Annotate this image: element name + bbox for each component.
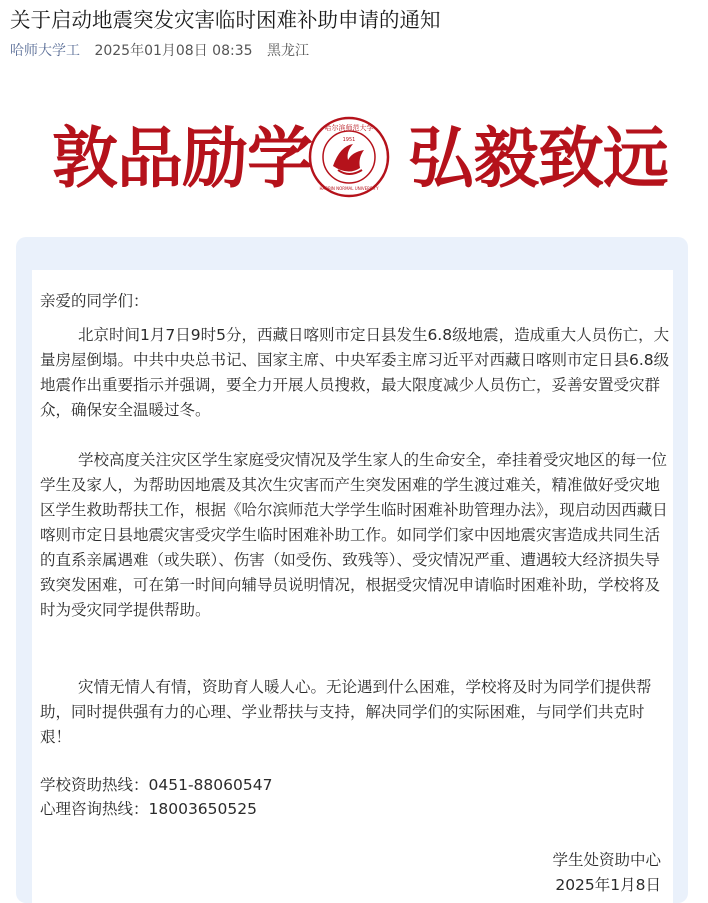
article-meta	[10, 42, 319, 60]
motto-left: 敦品励学	[52, 119, 312, 197]
article-datetime: 2025年01月08日 08:35	[94, 43, 253, 59]
notice-date: 2025年1月8日	[555, 876, 661, 894]
notice-signature: 学生处资助中心	[552, 851, 661, 869]
notice-paragraph-3: 灾情无情人有情，资助育人暖人心。无论遇到什么困难，学校将及时为同学们提供帮助，同时提供强有力的心理、学业帮扶与支持，解决同学们的实际困难，与同学们共克时艰！	[40, 678, 652, 746]
motto-right: 弘毅致远	[408, 119, 668, 197]
seal-text-top: 哈尔滨师范大学	[324, 124, 374, 132]
seal-year: 1951	[342, 137, 356, 143]
notice-paragraph-2: 学校高度关注灾区学生家庭受灾情况及学生家人的生命安全，牵挂着受灾地区的每一位学生及家人，为帮助因地震及其次生灾害而产生突发困难的学生渡过难关，精准做好受灾地区学生救助帮扶工作，根据《哈尔滨师范大学学生临时困难补助管理办法》，现启动因西藏日喀则市定日县地震灾害受灾学生临时困难补助工作。如同学们家中因地震灾害造成共同生活的直系亲属遇难（或失联）、伤害（如受伤、致残等）、受灾情况严重、遭遇较大经济损失导致突发困难，可在第一时间向辅导员说明情况，根据受灾情况申请临时困难补助，学校将及时为受灾同学提供帮助。	[40, 451, 668, 619]
motto-banner	[0, 112, 708, 204]
article-location: 黑龙江	[266, 43, 309, 59]
article-source-link[interactable]: 哈师大学工	[10, 43, 80, 59]
psych-hotline: 心理咨询热线：18003650525	[40, 800, 257, 818]
notice-paragraph-1: 北京时间1月7日9时5分，西藏日喀则市定日县发生6.8级地震，造成重大人员伤亡，大量房屋倒塌。中共中央总书记、国家主席、中央军委主席习近平对西藏日喀则市定日县6.8级地震作出重要指示并强调，要全力开展人员搜救，最大限度减少人员伤亡，妥善安置受灾群众，确保安全温暖过冬。	[40, 326, 670, 419]
article-title: 关于启动地震突发灾害临时困难补助申请的通知	[10, 8, 441, 32]
university-seal-icon	[308, 116, 390, 198]
seal-text-bottom: HARBIN NORMAL UNIVERSITY	[319, 186, 379, 191]
notice-greeting: 亲爱的同学们：	[40, 292, 149, 310]
funding-hotline: 学校资助热线：0451-88060547	[40, 776, 273, 794]
